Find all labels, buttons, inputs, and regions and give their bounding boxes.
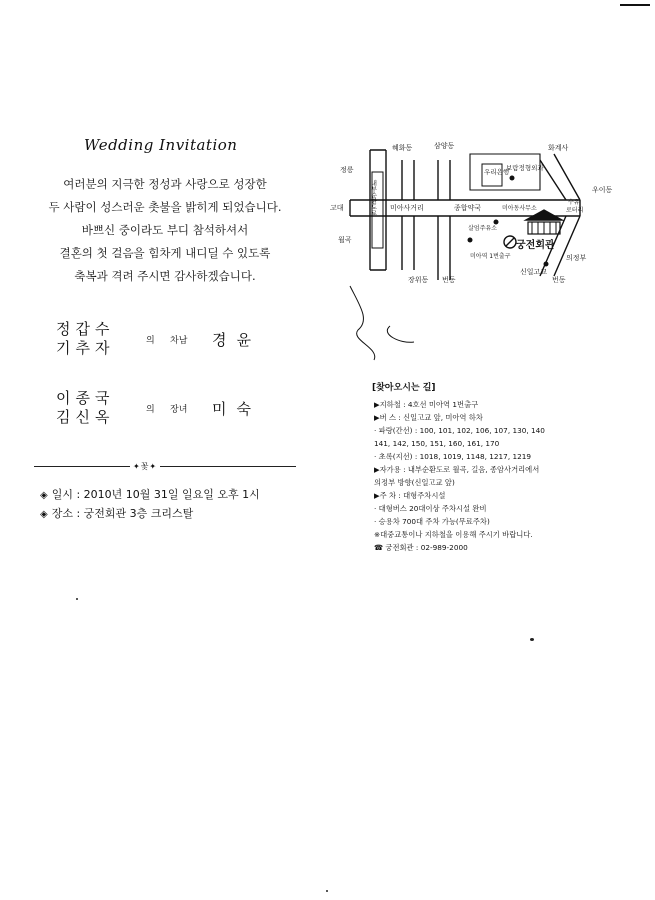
direction-line: 의정부 방향(신일고교 앞): [374, 478, 455, 487]
message-line: 바쁘신 중이라도 부디 참석하셔서: [81, 223, 249, 237]
map-label-vertical: 내부순환도로: [369, 180, 377, 216]
map-label: 화계사: [548, 144, 569, 152]
place-info: [40, 505, 193, 521]
date-info: [40, 486, 260, 502]
map-label: 월곡: [338, 236, 352, 244]
directions-list: [374, 398, 644, 554]
direction-line: · 파랑(간선) : 100, 101, 102, 106, 107, 130, 140: [374, 426, 545, 435]
direction-line: 141, 142, 150, 151, 160, 161, 170: [374, 439, 500, 448]
map-label: 혜화동: [392, 144, 413, 152]
directions-heading: [찾아오시는 길]: [372, 383, 436, 393]
direction-line: ▶버 스 : 신일고교 앞, 미아역 하차: [374, 413, 483, 422]
direction-line: ▶자가용 : 내부순환도로 월곡, 길음, 종암사거리에서: [374, 465, 540, 474]
map-label: 신일고교: [520, 268, 548, 276]
map-label: 보람정형외과: [506, 164, 544, 172]
bride-name: 미숙: [212, 400, 261, 418]
map-label: 의정부: [566, 254, 587, 262]
divider-line: [34, 466, 296, 467]
map-label: 미아동사무소: [502, 205, 537, 212]
bride-mother: 김신옥: [56, 408, 115, 426]
bride-father: 이종국: [56, 389, 115, 407]
groom-of: 의: [146, 336, 155, 346]
map-label: 수유: [568, 199, 580, 206]
map-label: 종합약국: [454, 204, 482, 212]
bride-of: 의: [146, 405, 155, 415]
message-line: 두 사람이 성스러운 촛불을 밝히게 되었습니다.: [48, 200, 282, 214]
bride-parents: [56, 389, 114, 427]
place-text: 장소 : 궁전회관 3층 크리스탈: [51, 507, 194, 520]
invitation-title: Wedding Invitation: [84, 136, 238, 154]
message-line: 여러분의 지극한 정성과 사랑으로 성장한: [63, 177, 267, 191]
map-label: 우이동: [592, 186, 613, 194]
scan-mark: [620, 4, 650, 6]
direction-line: · 초록(지선) : 1018, 1019, 1148, 1217, 1219: [374, 452, 532, 461]
groom-parents: [56, 320, 114, 358]
invitation-message: [20, 173, 310, 288]
message-line: 결혼의 첫 걸음을 힘차게 내디딜 수 있도록: [59, 246, 271, 260]
map-label: 로터리: [566, 207, 584, 214]
scan-speck: [530, 638, 534, 641]
scan-speck: [76, 598, 78, 600]
direction-line: ☎ 궁전회관 : 02-989-2000: [374, 543, 468, 552]
direction-line: · 승용차 700대 주차 가능(무료주차): [374, 517, 490, 526]
map-label: 삼양동: [434, 142, 455, 150]
diamond-bullet-icon: ◈: [40, 509, 48, 520]
scan-speck: [326, 890, 328, 892]
message-line: 축복과 격려 주시면 감사하겠습니다.: [74, 269, 256, 283]
map-label: 미아역 1번출구: [470, 253, 511, 260]
map-label: 미아사거리: [390, 204, 424, 212]
map-label: 정릉: [340, 166, 354, 174]
map-hall-label: 궁전회관: [516, 240, 555, 251]
location-map: [330, 130, 630, 370]
direction-line: ▶지하철 : 4호선 미아역 1번출구: [374, 400, 479, 409]
direction-line: ▶주 차 : 대형주차시설: [374, 491, 446, 500]
direction-line: · 대형버스 20대이상 주차시설 완비: [374, 504, 487, 513]
bride-relation: 장녀: [170, 405, 188, 415]
divider-ornament: ✦꽃✦: [130, 461, 160, 472]
direction-line: ※대중교통이나 지하철을 이용해 주시기 바랍니다.: [374, 530, 533, 539]
groom-name: 경윤: [212, 331, 261, 349]
groom-father: 정갑수: [56, 320, 115, 338]
groom-mother: 기추자: [56, 339, 115, 357]
map-label: 우리은행: [484, 168, 510, 176]
map-label: 번동: [442, 276, 456, 284]
groom-relation: 차남: [170, 336, 188, 346]
map-label: 고대: [330, 204, 344, 212]
date-text: 일시 : 2010년 10월 31일 일요일 오후 1시: [51, 488, 260, 501]
map-label: 살엄주유소: [468, 225, 497, 232]
map-label: 장위동: [408, 276, 429, 284]
map-label: 번동: [552, 276, 566, 284]
diamond-bullet-icon: ◈: [40, 490, 48, 501]
